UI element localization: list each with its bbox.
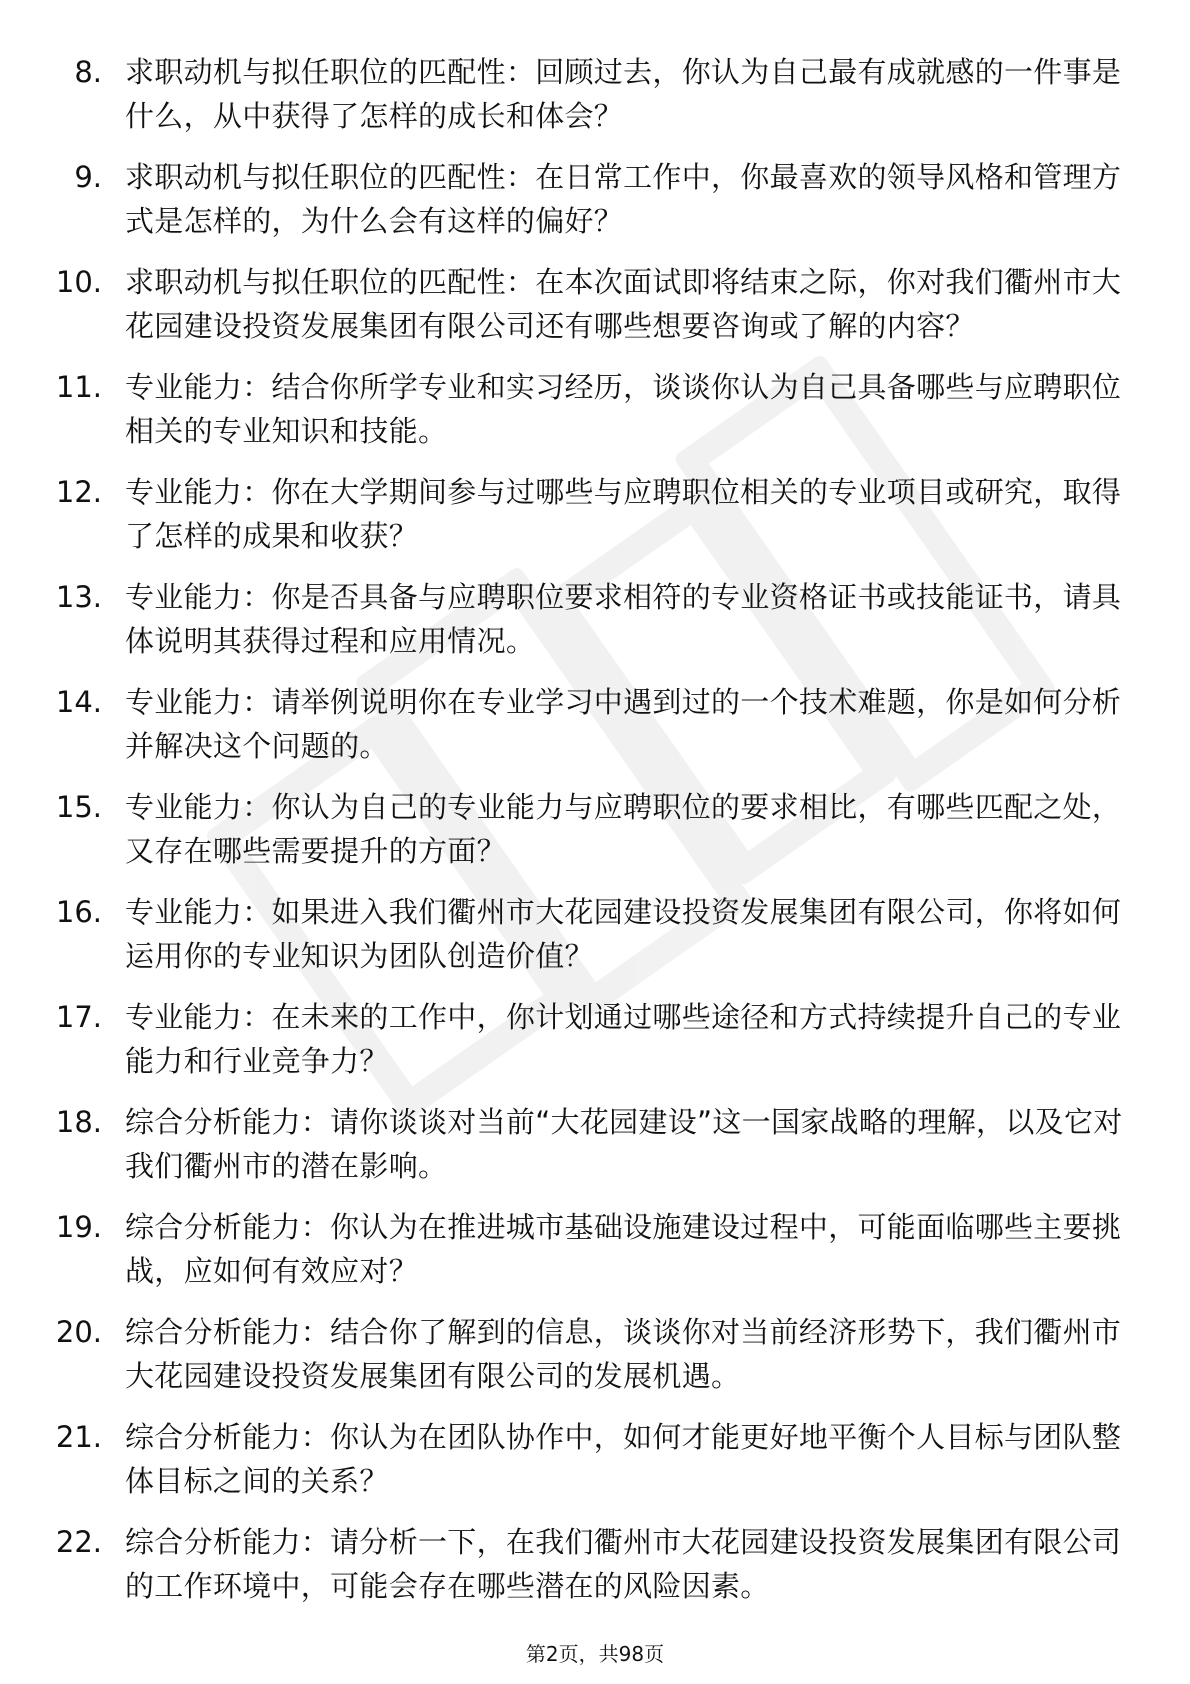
question-text: 求职动机与拟任职位的匹配性：在本次面试即将结束之际，你对我们衢州市大花园建设投资发展集团有限公司还有哪些想要咨询或了解的内容？ (125, 265, 1122, 343)
question-number: 15. (55, 790, 102, 824)
question-number: 8. (74, 55, 102, 89)
question-text: 专业能力：结合你所学专业和实习经历，谈谈你认为自己具备哪些与应聘职位相关的专业知识和技能。 (125, 370, 1122, 448)
question-number: 14. (55, 685, 102, 719)
question-text: 专业能力：你认为自己的专业能力与应聘职位的要求相比，有哪些匹配之处，又存在哪些需要提升的方面？ (125, 790, 1122, 868)
question-item (0, 995, 1190, 1083)
question-text: 专业能力：如果进入我们衢州市大花园建设投资发展集团有限公司，你将如何运用你的专业知识为团队创造价值？ (125, 895, 1122, 973)
question-number: 22. (55, 1525, 102, 1559)
question-item (0, 1310, 1190, 1398)
question-number: 13. (55, 580, 102, 614)
question-number: 18. (55, 1105, 102, 1139)
question-item (0, 680, 1190, 768)
question-number: 17. (55, 1000, 102, 1034)
question-item (0, 1205, 1190, 1293)
question-text: 专业能力：你是否具备与应聘职位要求相符的专业资格证书或技能证书，请具体说明其获得过程和应用情况。 (125, 580, 1122, 658)
question-number: 19. (55, 1210, 102, 1244)
question-item (0, 785, 1190, 873)
question-number: 16. (55, 895, 102, 929)
question-text: 综合分析能力：请你谈谈对当前“大花园建设”这一国家战略的理解，以及它对我们衢州市的潜在影响。 (125, 1105, 1123, 1183)
question-number: 12. (55, 475, 102, 509)
question-item (0, 50, 1190, 138)
question-item (0, 575, 1190, 663)
question-text: 专业能力：请举例说明你在专业学习中遇到过的一个技术难题，你是如何分析并解决这个问题的。 (125, 685, 1122, 763)
question-text: 综合分析能力：你认为在推进城市基础设施建设过程中，可能面临哪些主要挑战，应如何有效应对？ (125, 1210, 1122, 1288)
question-item (0, 260, 1190, 348)
question-text: 专业能力：你在大学期间参与过哪些与应聘职位相关的专业项目或研究，取得了怎样的成果和收获？ (125, 475, 1122, 553)
question-number: 10. (55, 265, 102, 299)
question-text: 求职动机与拟任职位的匹配性：回顾过去，你认为自己最有成就感的一件事是什么，从中获得了怎样的成长和体会？ (125, 55, 1122, 133)
question-text: 求职动机与拟任职位的匹配性：在日常工作中，你最喜欢的领导风格和管理方式是怎样的，为什么会有这样的偏好？ (125, 160, 1122, 238)
question-number: 11. (55, 370, 102, 404)
question-text: 综合分析能力：结合你了解到的信息，谈谈你对当前经济形势下，我们衢州市大花园建设投资发展集团有限公司的发展机遇。 (125, 1315, 1122, 1393)
page-footer: 第2页，共98页 (525, 1642, 665, 1666)
question-list (0, 50, 1190, 1625)
question-text: 综合分析能力：你认为在团队协作中，如何才能更好地平衡个人目标与团队整体目标之间的关系？ (125, 1420, 1122, 1498)
question-number: 9. (74, 160, 102, 194)
question-item (0, 1520, 1190, 1608)
question-number: 21. (55, 1420, 102, 1454)
question-item (0, 365, 1190, 453)
question-number: 20. (55, 1315, 102, 1349)
question-item (0, 890, 1190, 978)
question-item (0, 470, 1190, 558)
question-item (0, 1415, 1190, 1503)
question-item (0, 1100, 1190, 1188)
question-text: 综合分析能力：请分析一下，在我们衢州市大花园建设投资发展集团有限公司的工作环境中，可能会存在哪些潜在的风险因素。 (125, 1525, 1122, 1603)
question-item (0, 155, 1190, 243)
question-text: 专业能力：在未来的工作中，你计划通过哪些途径和方式持续提升自己的专业能力和行业竞争力？ (125, 1000, 1122, 1078)
